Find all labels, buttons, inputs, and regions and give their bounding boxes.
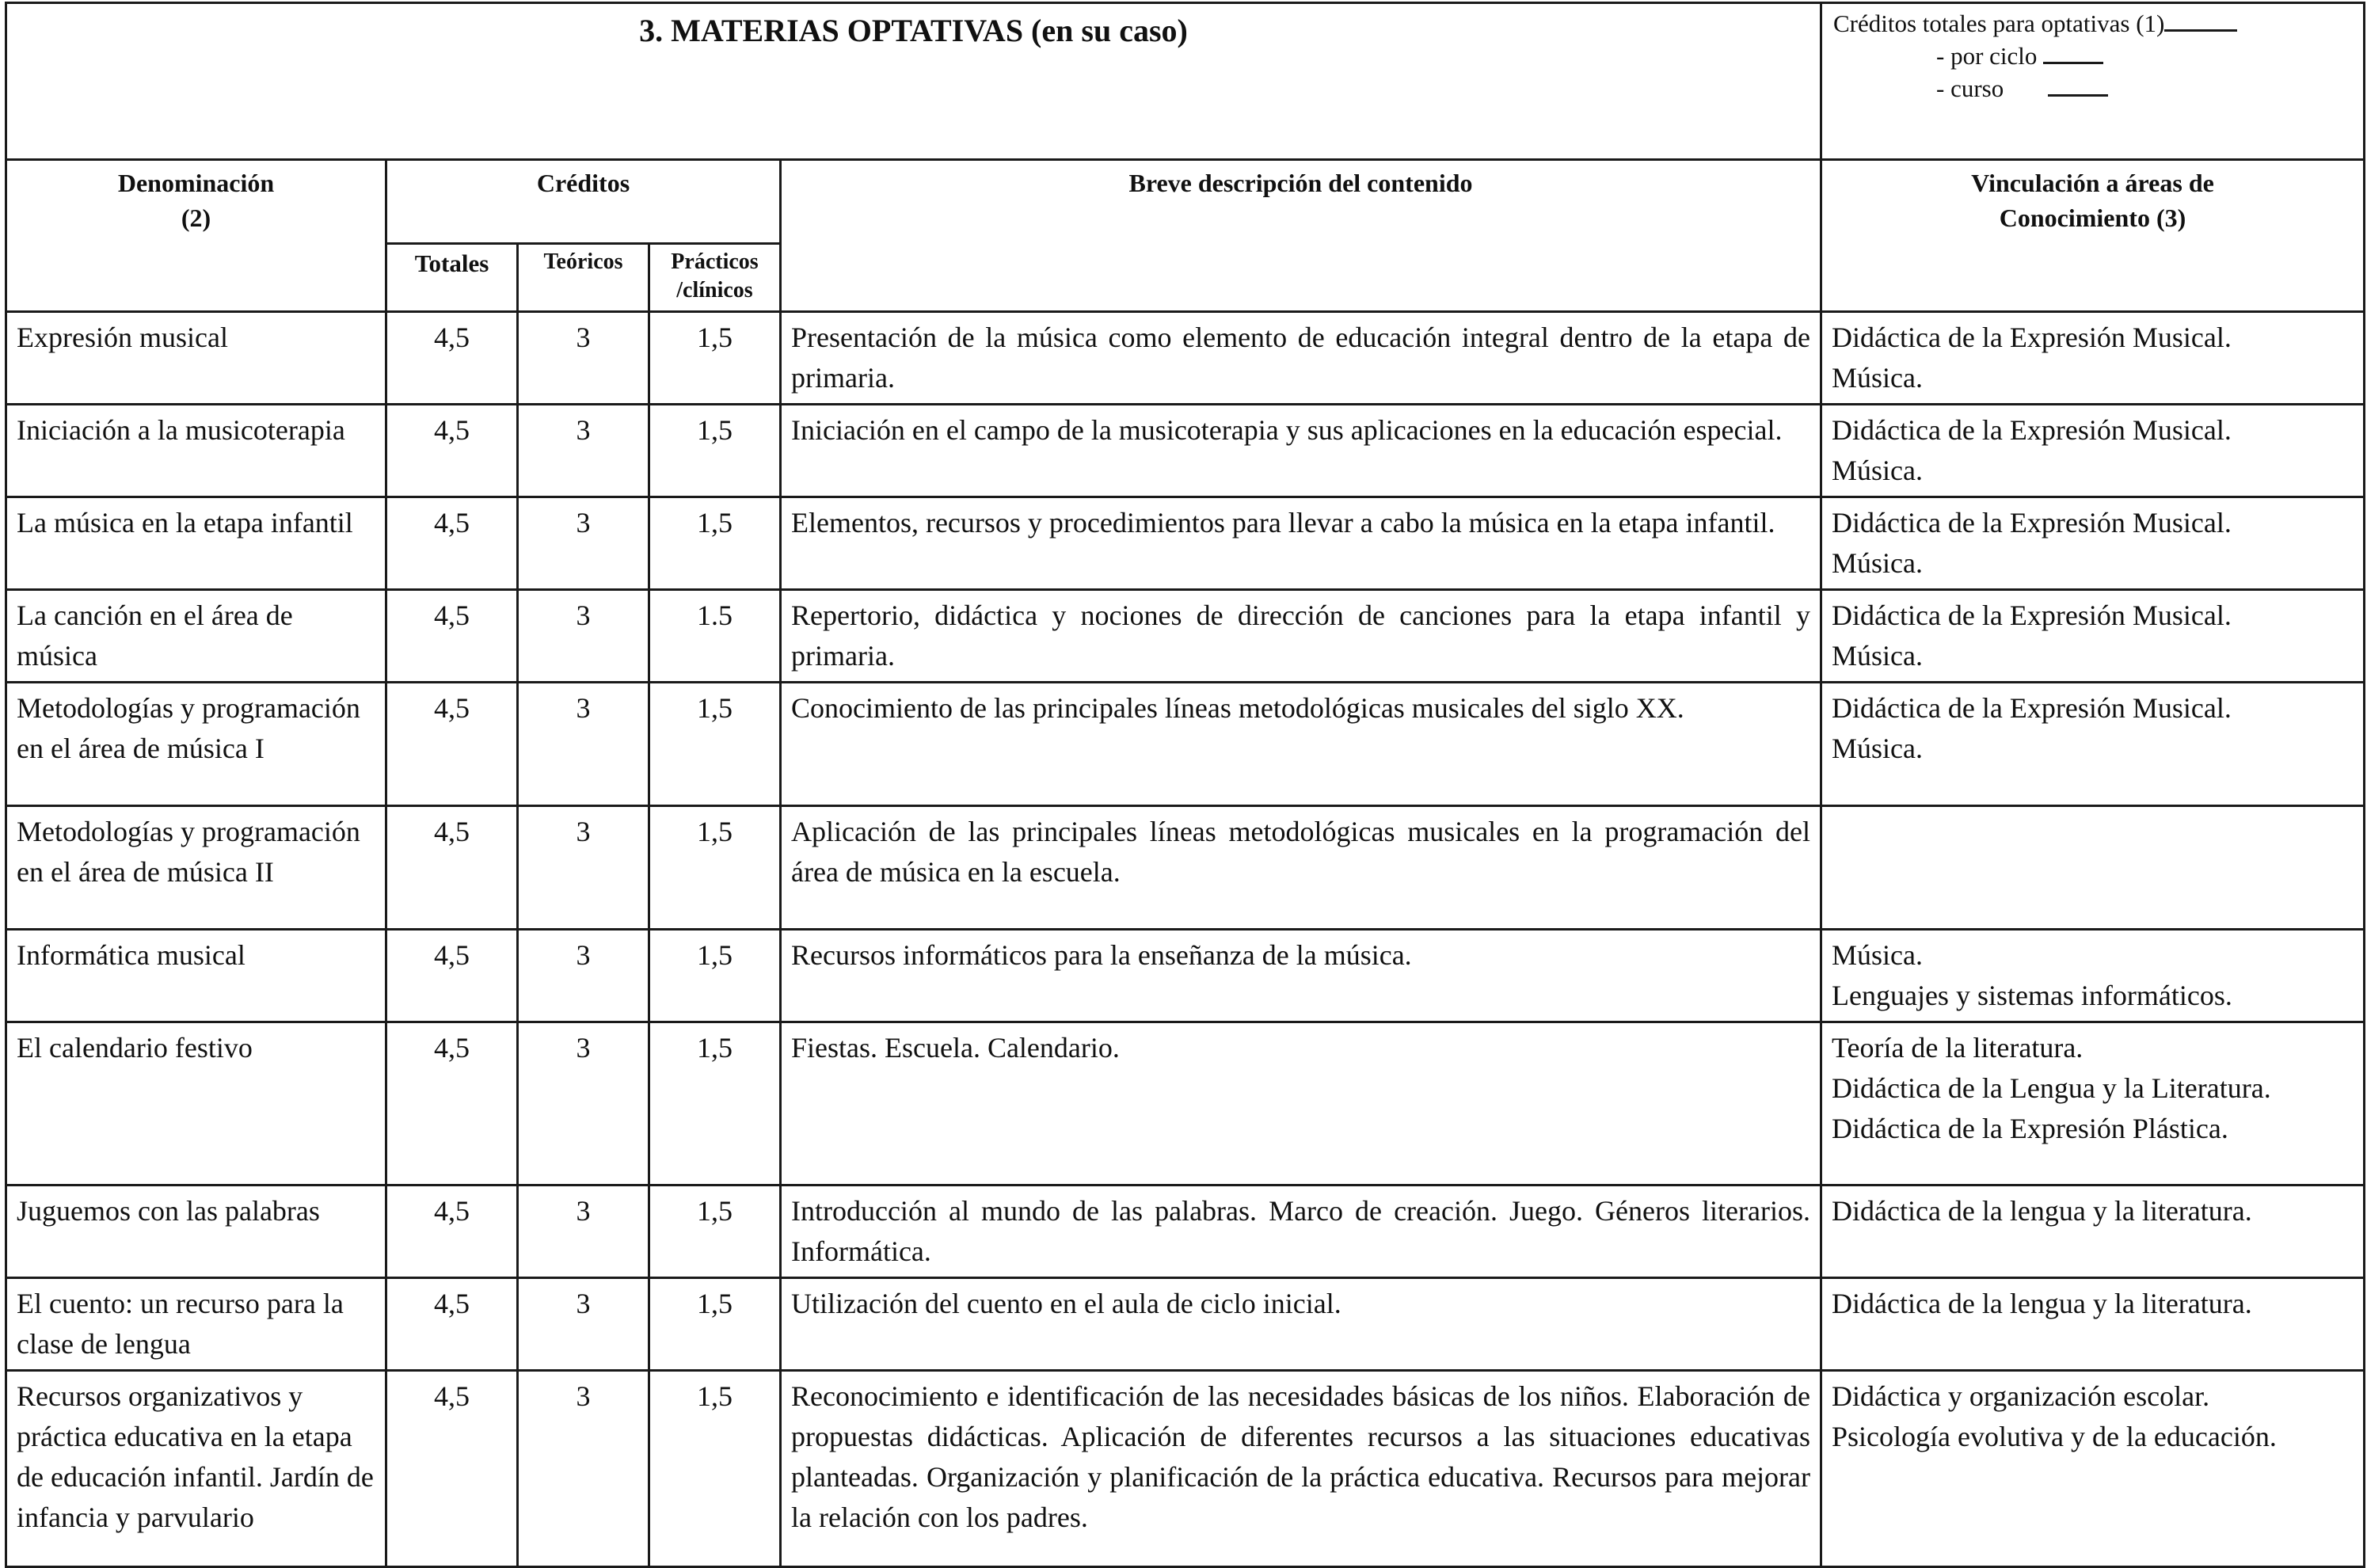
header-vinculacion [1821,160,2365,312]
credits-total-cell: 4,5 [386,930,518,1022]
description-cell: Aplicación de las principales líneas metodológicas musicales en la programación del área de música en la escuela. [781,806,1821,930]
knowledge-area-item: Didáctica y organización escolar. [1832,1380,2210,1412]
header-practicos-line2: /clínicos [676,278,753,303]
credits-theory-cell: 3 [518,497,649,590]
subject-name-cell: La canción en el área de música [6,590,386,683]
credits-practice-cell: 1,5 [649,683,781,806]
subject-name-cell: La música en la etapa infantil [6,497,386,590]
credits-theory-cell: 3 [518,1022,649,1186]
credits-total-blank [2164,7,2237,32]
knowledge-area-item: Lenguajes y sistemas informáticos. [1832,980,2232,1011]
knowledge-area-item: Música. [1832,547,1923,579]
credits-practice-cell: 1,5 [649,930,781,1022]
subject-name-cell: Informática musical [6,930,386,1022]
table-row [6,497,2365,590]
description-cell: Presentación de la música como elemento de educación integral dentro de la etapa de primaria. [781,312,1821,405]
table-row [6,1186,2365,1278]
credits-theory-cell: 3 [518,683,649,806]
knowledge-area-item: Didáctica de la Expresión Musical. [1832,322,2232,353]
description-cell: Fiestas. Escuela. Calendario. [781,1022,1821,1186]
credits-theory-cell: 3 [518,1278,649,1371]
subject-name-cell: Metodologías y programación en el área de música I [6,683,386,806]
knowledge-areas-cell [1821,1371,2365,1567]
credits-total-cell: 4,5 [386,405,518,497]
credits-theory-cell: 3 [518,1371,649,1567]
knowledge-area-item: Didáctica de la Expresión Musical. [1832,599,2232,631]
knowledge-area-item: Didáctica de la lengua y la literatura. [1832,1195,2252,1227]
credits-cycle-label: - por ciclo [1936,42,2038,70]
table-row [6,590,2365,683]
header-practicos-line1: Prácticos [671,249,759,274]
table-row [6,930,2365,1022]
credits-practice-cell: 1,5 [649,1022,781,1186]
knowledge-area-item: Didáctica de la Expresión Musical. [1832,507,2232,539]
subject-name-cell: Juguemos con las palabras [6,1186,386,1278]
subject-name-cell: Iniciación a la musicoterapia [6,405,386,497]
credits-cycle-blank [2043,40,2103,64]
credits-theory-cell: 3 [518,312,649,405]
subject-name-cell: Recursos organizativos y práctica educativa en la etapa de educación infantil. Jardín de infancia y parvulario [6,1371,386,1567]
knowledge-area-item: Teoría de la literatura. [1832,1032,2083,1064]
credits-practice-cell: 1,5 [649,405,781,497]
description-cell: Reconocimiento e identificación de las necesidades básicas de los niños. Elaboración de propuestas didácticas. Aplicación de diferentes recursos a las situaciones educativas planteadas. Organización y planificación de la práctica educativa. Recursos para mejorar la relación con los padres. [781,1371,1821,1567]
knowledge-areas-cell [1821,1022,2365,1186]
credits-practice-cell: 1,5 [649,1278,781,1371]
subject-name-cell: El calendario festivo [6,1022,386,1186]
credits-practice-cell: 1,5 [649,806,781,930]
header-denominacion-note: (2) [181,204,211,232]
knowledge-areas-cell [1821,930,2365,1022]
description-cell: Elementos, recursos y procedimientos para llevar a cabo la música en la etapa infantil. [781,497,1821,590]
credits-total-cell: 4,5 [386,1278,518,1371]
credits-total-cell: 4,5 [386,497,518,590]
credits-course-line [1833,72,2352,105]
header-teoricos: Teóricos [518,244,649,312]
credits-total-label: Créditos totales para optativas (1) [1833,10,2165,37]
knowledge-area-item: Música. [1832,362,1923,394]
subject-name-cell: El cuento: un recurso para la clase de lengua [6,1278,386,1371]
knowledge-areas-cell [1821,1186,2365,1278]
header-denominacion-label: Denominación [117,169,275,197]
header-creditos: Créditos [386,160,781,244]
knowledge-area-item: Música. [1832,640,1923,672]
optional-subjects-document [5,2,2363,1533]
table-row [6,405,2365,497]
credits-total-cell: 4,5 [386,683,518,806]
optional-credits-box [1821,3,2365,160]
description-cell: Utilización del cuento en el aula de ciclo inicial. [781,1278,1821,1371]
knowledge-areas-cell [1821,405,2365,497]
credits-total-cell: 4,5 [386,590,518,683]
credits-total-cell: 4,5 [386,1186,518,1278]
credits-total-cell: 4,5 [386,312,518,405]
title-row [6,3,2365,160]
subject-name-cell: Metodologías y programación en el área de música II [6,806,386,930]
credits-practice-cell: 1,5 [649,497,781,590]
knowledge-area-item: Música. [1832,939,1923,971]
header-vinculacion-line2: Conocimiento (3) [1999,204,2186,232]
knowledge-area-item: Música. [1832,733,1923,764]
knowledge-areas-cell [1821,806,2365,930]
optional-subjects-table [5,2,2365,1568]
credits-total-cell: 4,5 [386,1371,518,1567]
description-cell: Repertorio, didáctica y nociones de dirección de canciones para la etapa infantil y primaria. [781,590,1821,683]
credits-total-line [1833,7,2352,40]
credits-theory-cell: 3 [518,405,649,497]
knowledge-area-item: Didáctica de la Expresión Plástica. [1832,1113,2228,1144]
knowledge-areas-cell [1821,497,2365,590]
credits-cycle-line [1833,40,2352,72]
knowledge-area-item: Didáctica de la lengua y la literatura. [1832,1288,2252,1319]
credits-practice-cell: 1,5 [649,1186,781,1278]
table-row [6,1278,2365,1371]
credits-total-cell: 4,5 [386,1022,518,1186]
knowledge-area-item: Música. [1832,455,1923,486]
credits-practice-cell: 1.5 [649,590,781,683]
header-practicos [649,244,781,312]
knowledge-areas-cell [1821,312,2365,405]
credits-theory-cell: 3 [518,1186,649,1278]
credits-practice-cell: 1,5 [649,312,781,405]
header-vinculacion-line1: Vinculación a áreas de [1971,169,2214,197]
table-row [6,1371,2365,1567]
credits-course-label: - curso [1936,74,2004,102]
credits-theory-cell: 3 [518,806,649,930]
credits-course-blank [2048,72,2108,97]
knowledge-area-item: Psicología evolutiva y de la educación. [1832,1421,2277,1452]
description-cell: Recursos informáticos para la enseñanza de la música. [781,930,1821,1022]
description-cell: Iniciación en el campo de la musicoterapia y sus aplicaciones en la educación especial. [781,405,1821,497]
table-row [6,312,2365,405]
knowledge-area-item: Didáctica de la Lengua y la Literatura. [1832,1072,2271,1104]
description-cell: Conocimiento de las principales líneas metodológicas musicales del siglo XX. [781,683,1821,806]
knowledge-areas-cell [1821,683,2365,806]
description-cell: Introducción al mundo de las palabras. Marco de creación. Juego. Géneros literarios. Informática. [781,1186,1821,1278]
table-row [6,683,2365,806]
credits-theory-cell: 3 [518,590,649,683]
credits-total-cell: 4,5 [386,806,518,930]
knowledge-area-item: Didáctica de la Expresión Musical. [1832,414,2232,446]
credits-practice-cell: 1,5 [649,1371,781,1567]
header-denominacion [6,160,386,312]
table-row [6,806,2365,930]
header-totales: Totales [386,244,518,312]
header-row-1 [6,160,2365,244]
page-title: 3. MATERIAS OPTATIVAS (en su caso) [6,3,1821,160]
credits-theory-cell: 3 [518,930,649,1022]
header-descripcion: Breve descripción del contenido [781,160,1821,312]
subject-name-cell: Expresión musical [6,312,386,405]
knowledge-area-item: Didáctica de la Expresión Musical. [1832,692,2232,724]
knowledge-areas-cell [1821,1278,2365,1371]
knowledge-areas-cell [1821,590,2365,683]
table-row [6,1022,2365,1186]
